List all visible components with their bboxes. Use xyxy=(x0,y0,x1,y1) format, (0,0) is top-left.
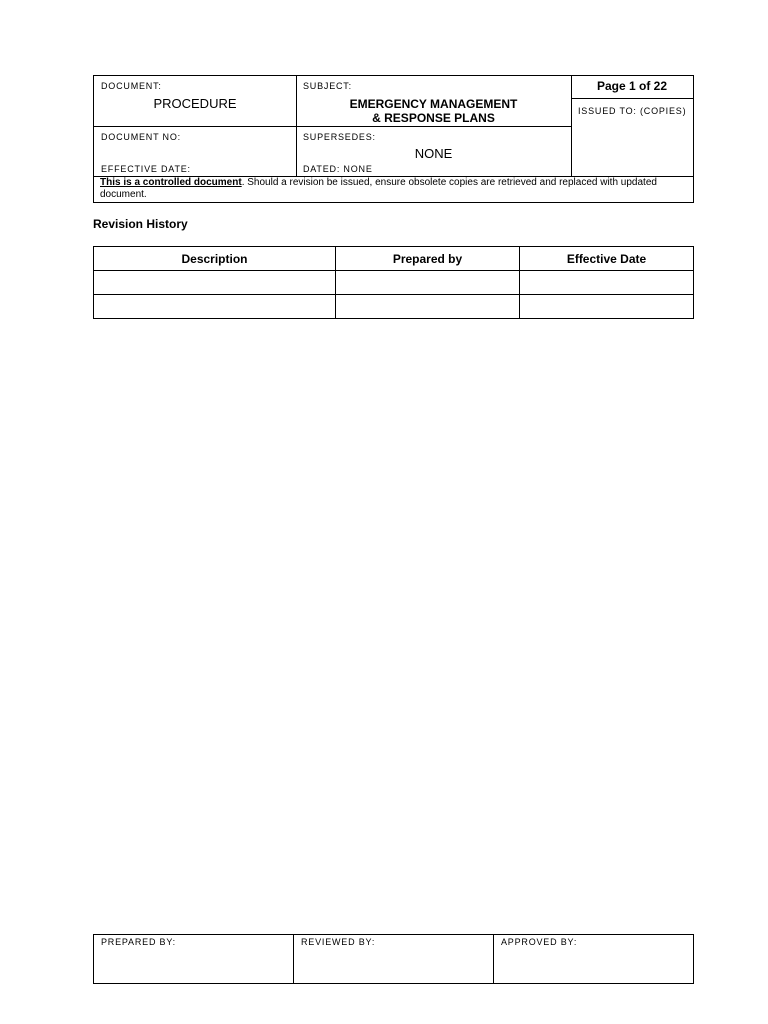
controlled-notice-bold: This is a controlled document xyxy=(100,177,242,188)
table-cell[interactable] xyxy=(94,295,336,319)
footer-divider xyxy=(493,935,494,983)
signoff-footer xyxy=(93,934,694,984)
revision-history-title: Revision History xyxy=(93,217,188,231)
document-value: PROCEDURE xyxy=(153,96,237,111)
subject-label: SUBJECT: xyxy=(303,81,352,91)
header-divider xyxy=(571,98,693,99)
column-effective-date: Effective Date xyxy=(520,247,694,271)
table-header-row xyxy=(94,247,694,271)
document-header xyxy=(93,75,694,203)
table-cell[interactable] xyxy=(520,271,694,295)
supersedes-value: NONE xyxy=(414,146,453,161)
table-cell[interactable] xyxy=(94,271,336,295)
footer-divider xyxy=(293,935,294,983)
issued-to-label: ISSUED TO: (COPIES) xyxy=(578,106,687,116)
header-divider xyxy=(94,126,571,127)
document-label: DOCUMENT: xyxy=(101,81,162,91)
page-number: Page 1 of 22 xyxy=(596,79,668,93)
supersedes-label: SUPERSEDES: xyxy=(303,132,376,142)
table-cell[interactable] xyxy=(336,295,520,319)
prepared-by-label: PREPARED BY: xyxy=(101,937,176,947)
table-cell[interactable] xyxy=(336,271,520,295)
document-no-label: DOCUMENT NO: xyxy=(101,132,181,142)
effective-date-label: EFFECTIVE DATE: xyxy=(101,164,191,174)
column-prepared-by: Prepared by xyxy=(336,247,520,271)
table-row xyxy=(94,271,694,295)
dated-label: DATED: NONE xyxy=(303,164,373,174)
controlled-notice xyxy=(100,177,688,201)
approved-by-label: APPROVED BY: xyxy=(501,937,578,947)
table-cell[interactable] xyxy=(520,295,694,319)
controlled-notice-text: . Should a revision be issued, ensure obsolete copies are retrieved and replaced with updated document. xyxy=(100,177,657,200)
reviewed-by-label: REVIEWED BY: xyxy=(301,937,376,947)
table-row xyxy=(94,295,694,319)
subject-line-1: EMERGENCY MANAGEMENT xyxy=(349,97,518,111)
revision-table xyxy=(93,246,694,319)
column-description: Description xyxy=(94,247,336,271)
subject-line-2: & RESPONSE PLANS xyxy=(372,111,495,125)
